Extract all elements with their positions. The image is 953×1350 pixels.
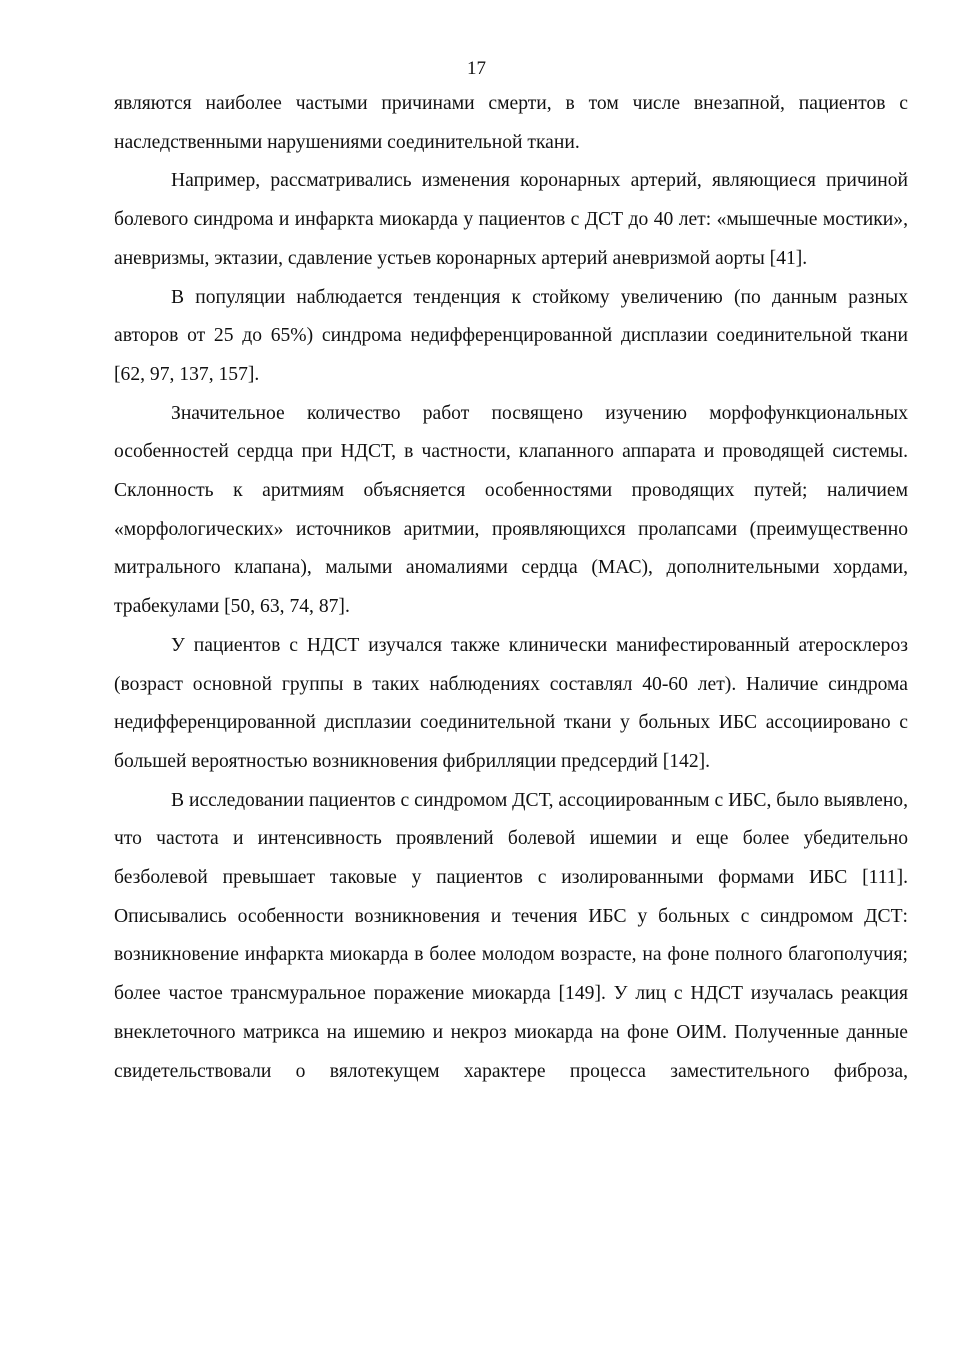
paragraph-4: Значительное количество работ посвящено изучению морфофункциональных особенностей сердца при НДСТ, в частности, клапанного аппарата и проводящей системы. Склонность к аритмиям объясняется особенностями проводящих путей; наличием «морфологических» источников аритмии, проявляющихся пролапсами (преимущественно митрального клапана), малыми аномалиями сердца (МАС), дополнительными хордами, трабекулами [50, 63, 74, 87]. — [114, 402, 908, 618]
document-body — [114, 85, 908, 1091]
paragraph-6: В исследовании пациентов с синдромом ДСТ, ассоциированным с ИБС, было выявлено, что частота и интенсивность проявлений болевой ишемии и еще более убедительно безболевой превышает таковые у пациентов с изолированными формами ИБС [111]. Описывались особенности возникновения и течения ИБС у больных с синдромом ДСТ: возникновение инфаркта миокарда в более молодом возрасте, на фоне полного благополучия; более частое трансмуральное поражение миокарда [149]. У лиц с НДСТ изучалась реакция внеклеточного матрикса на ишемию и некроз миокарда на фоне ОИМ. Полученные данные свидетельствовали о вялотекущем характере процесса заместительного фиброза, — [114, 789, 908, 1082]
page-number: 17 — [467, 58, 486, 79]
paragraph-3: В популяции наблюдается тенденция к стойкому увеличению (по данным разных авторов от 25 до 65%) синдрома недифференцированной дисплазии соединительной ткани [62, 97, 137, 157]. — [114, 286, 908, 385]
paragraph-2: Например, рассматривались изменения коронарных артерий, являющиеся причиной болевого синдрома и инфаркта миокарда у пациентов с ДСТ до 40 лет: «мышечные мостики», аневризмы, эктазии, сдавление устьев коронарных артерий аневризмой аорты [41]. — [114, 170, 908, 269]
paragraph-5: У пациентов с НДСТ изучался также клинически манифестированный атеросклероз (возраст основной группы в таких наблюдениях составлял 40-60 лет). Наличие синдрома недифференцированной дисплазии соединительной ткани у больных ИБС ассоциировано с большей вероятностью возникновения фибрилляции предсердий [142]. — [114, 634, 908, 772]
paragraph-1: являются наиболее частыми причинами смерти, в том числе внезапной, пациентов с наследственными нарушениями соединительной ткани. — [114, 93, 908, 153]
